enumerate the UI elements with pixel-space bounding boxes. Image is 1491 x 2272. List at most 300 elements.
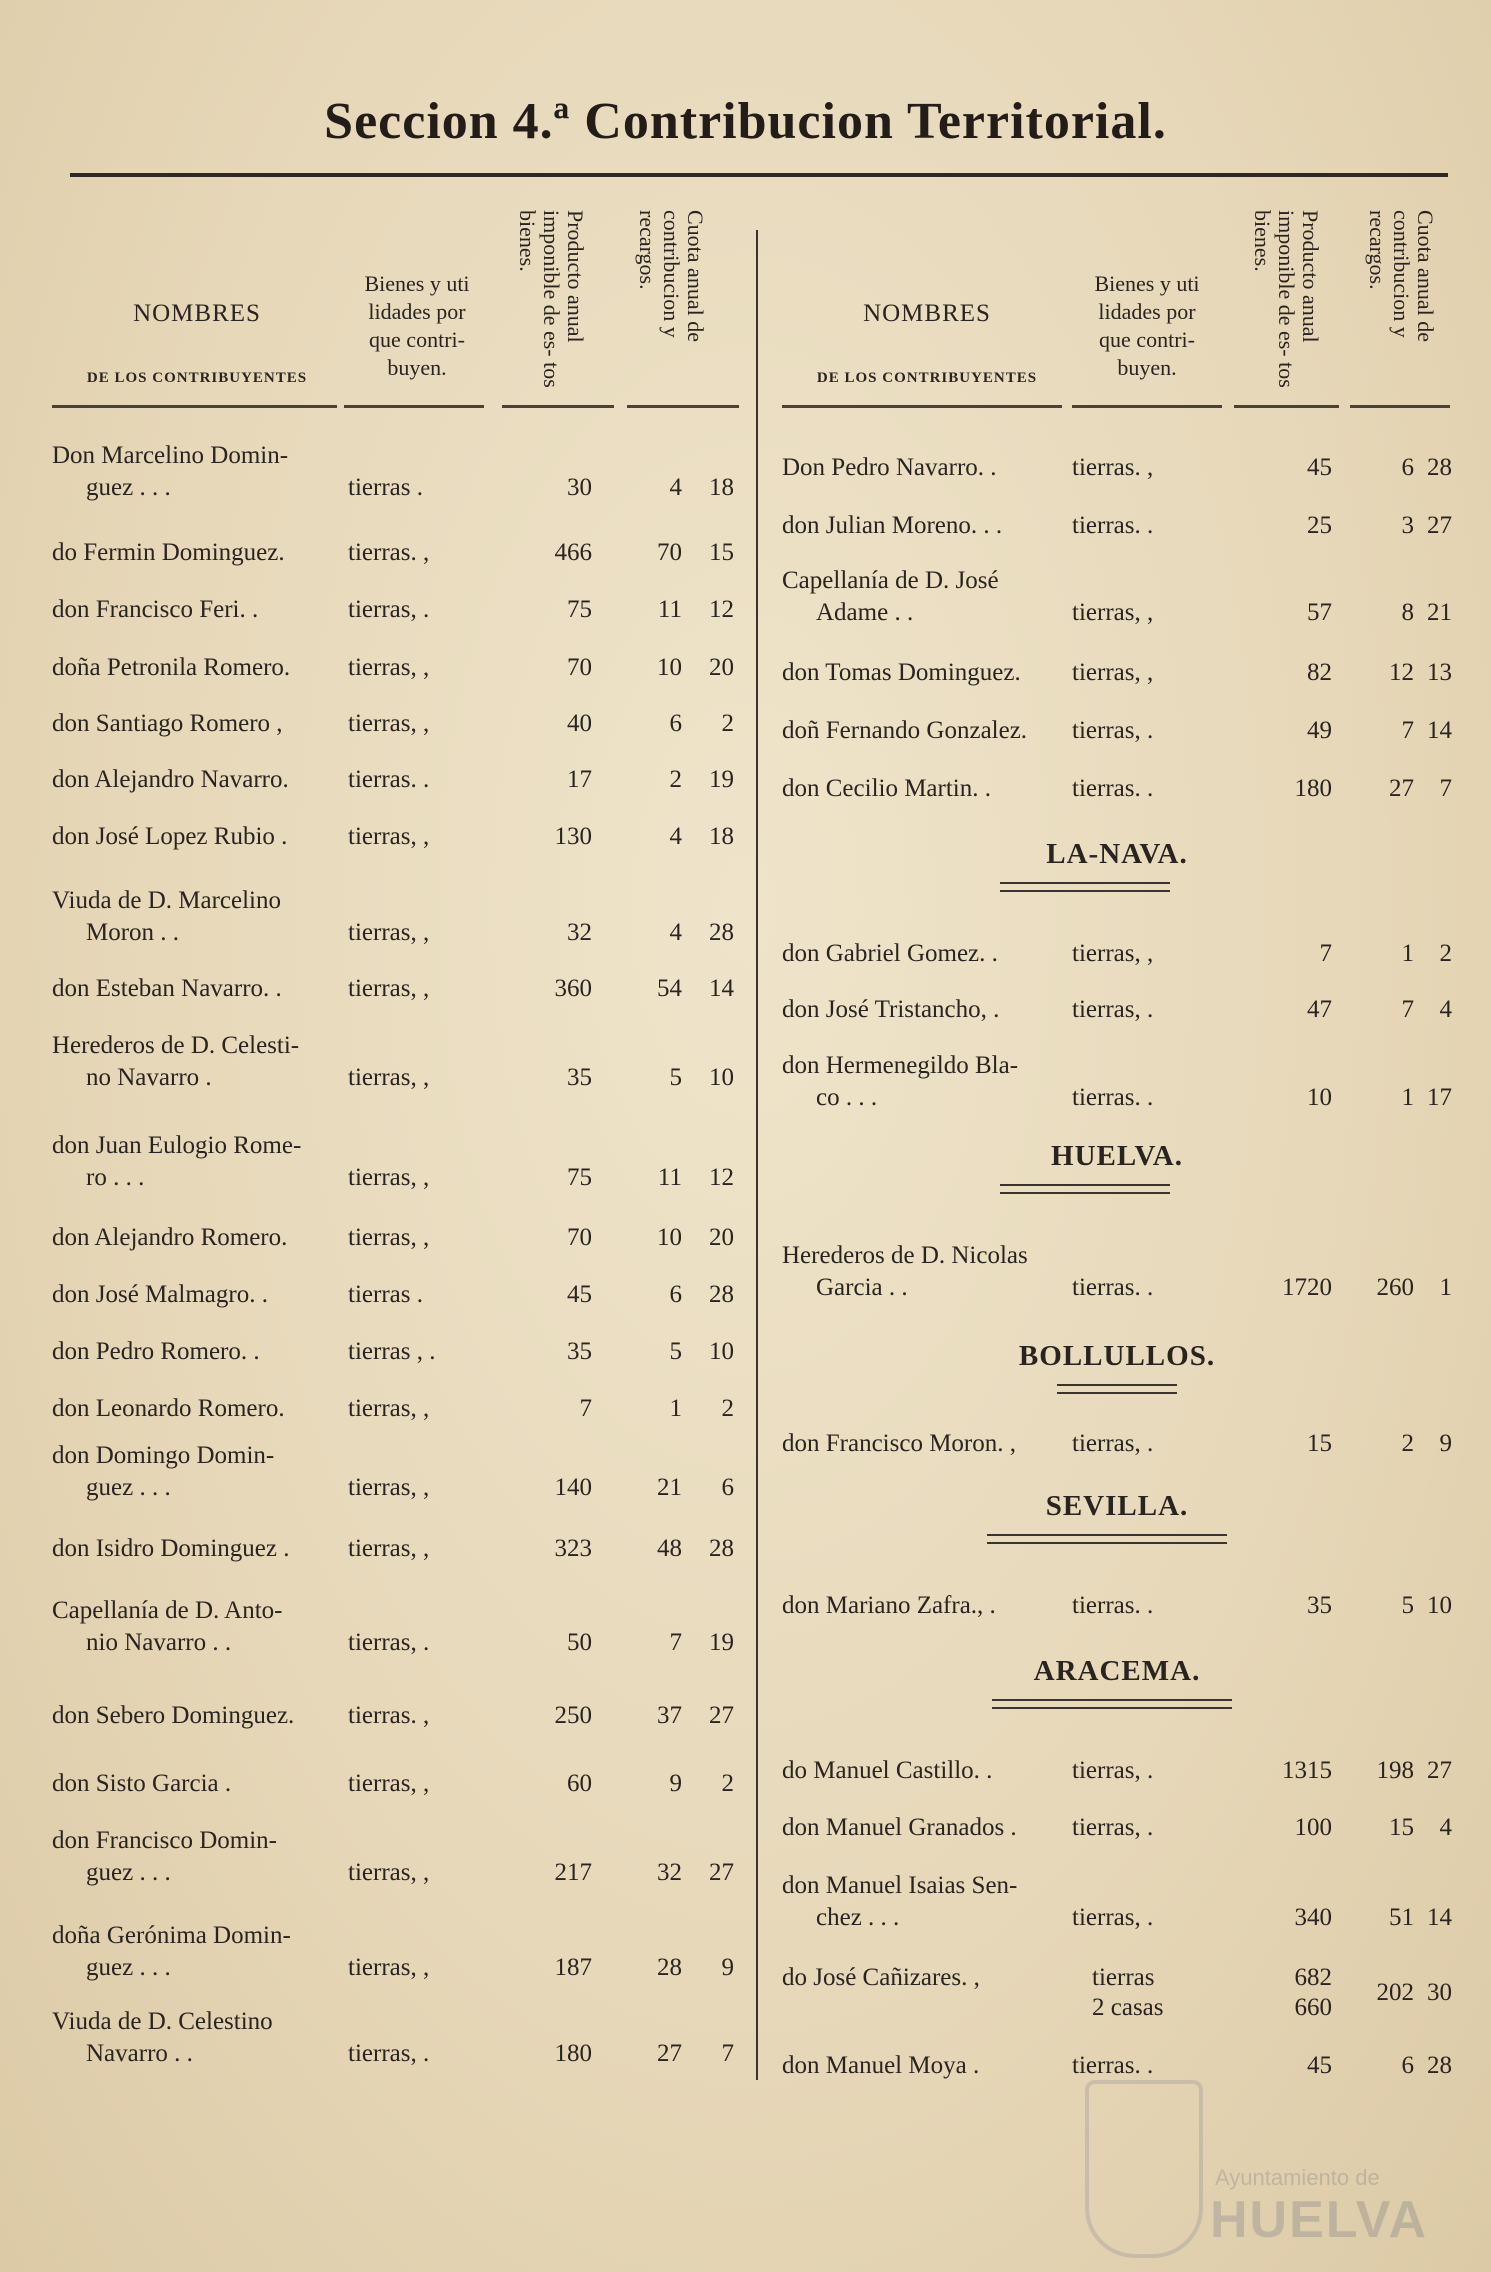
- cuota-reales-cell: 1: [1401, 940, 1414, 967]
- cuota-maravedis-cell: 28: [709, 919, 734, 946]
- table-row: [782, 715, 1452, 747]
- cuota-reales-cell: 7: [1401, 996, 1414, 1023]
- section-rule: [987, 1534, 1227, 1544]
- contributor-name: [782, 1590, 1082, 1622]
- header-underline: [782, 405, 1062, 408]
- contributor-name: [52, 1440, 342, 1504]
- contributor-name: [782, 938, 1082, 970]
- name-line: Moron . .: [86, 919, 180, 946]
- cuota-reales-cell: 4: [669, 919, 682, 946]
- cuota-reales-cell: 10: [657, 1224, 682, 1251]
- producto-cell: 50: [567, 1629, 592, 1656]
- contributor-name: [52, 1768, 342, 1800]
- contributor-name: [52, 708, 342, 740]
- name-line: chez . . .: [816, 1904, 900, 1931]
- table-row: [52, 708, 742, 740]
- cuota-maravedis-cell: 27: [709, 1702, 734, 1729]
- cuota-reales-cell: 21: [657, 1474, 682, 1501]
- name-line: don Gabriel Gomez. .: [782, 940, 998, 967]
- cuota-reales-cell: 6: [1401, 454, 1414, 481]
- cuota-reales-cell: 6: [669, 710, 682, 737]
- contributor-name: [782, 1962, 1082, 1994]
- title-rule: [70, 173, 1448, 177]
- cuota-reales-cell: 3: [1401, 512, 1414, 539]
- cuota-reales-cell: 7: [1401, 717, 1414, 744]
- cuota-reales-cell: 48: [657, 1535, 682, 1562]
- cuota-maravedis-cell: 4: [1439, 996, 1452, 1023]
- producto-cell: 323: [554, 1535, 592, 1562]
- table-row: [52, 1393, 742, 1425]
- name-line: don Pedro Romero. .: [52, 1338, 260, 1365]
- name-line: co . . .: [816, 1084, 878, 1111]
- contributor-name: [52, 652, 342, 684]
- name-line: don Manuel Granados .: [782, 1814, 1017, 1841]
- contributor-name: [52, 764, 342, 796]
- bienes-cell: tierras, .: [348, 2040, 430, 2067]
- producto-cell: 10: [1307, 1084, 1332, 1111]
- producto-cell: 25: [1307, 512, 1332, 539]
- table-row: [782, 1755, 1452, 1787]
- bienes-cell: tierras, ,: [348, 919, 430, 946]
- cuota-reales-cell: 6: [1401, 2052, 1414, 2079]
- cuota-reales-cell: 2: [1401, 1430, 1414, 1457]
- name-line: doñ Fernando Gonzalez.: [782, 717, 1028, 744]
- name-line: don Sebero Dominguez.: [52, 1702, 295, 1729]
- header-underline: [1234, 405, 1339, 408]
- name-line: no Navarro .: [86, 1064, 212, 1091]
- table-row: [52, 1700, 742, 1732]
- producto-cell: 75: [567, 596, 592, 623]
- bienes-cell: tierras, ,: [348, 1474, 430, 1501]
- section-heading: SEVILLA.: [1045, 1490, 1189, 1522]
- cuota-maravedis-cell: 7: [1439, 775, 1452, 802]
- contributor-name: [782, 1812, 1082, 1844]
- cuota-maravedis-cell: 6: [721, 1474, 734, 1501]
- contributor-name: [52, 1030, 342, 1094]
- name-line: don Cecilio Martin. .: [782, 775, 991, 802]
- producto-cell: 340: [1294, 1904, 1332, 1931]
- bienes-cell: tierras, ,: [348, 1164, 430, 1191]
- contributor-name: [52, 1920, 342, 1984]
- producto-cell: 40: [567, 710, 592, 737]
- name-line: don Domingo Domin-: [52, 1442, 275, 1469]
- cuota-maravedis-cell: 15: [709, 539, 734, 566]
- cuota-maravedis-cell: 1: [1439, 1274, 1452, 1301]
- contributor-name: [782, 1240, 1082, 1304]
- bienes-cell: tierras, ,: [348, 1224, 430, 1251]
- cuota-maravedis-cell: 14: [1427, 1904, 1452, 1931]
- bienes-cell: tierras, .: [1072, 1430, 1154, 1457]
- contributor-name: [52, 1130, 342, 1194]
- bienes-cell: tierras, .: [1072, 717, 1154, 744]
- producto-cell: 32: [567, 919, 592, 946]
- name-line: do Fermin Dominguez.: [52, 539, 285, 566]
- producto-cell: 217: [554, 1859, 592, 1886]
- cuota-maravedis-cell: 28: [709, 1281, 734, 1308]
- name-line: don Julian Moreno. . .: [782, 512, 1003, 539]
- section-rule: [992, 1699, 1232, 1709]
- cuota-reales-cell: 4: [669, 474, 682, 501]
- table-row: [52, 1130, 742, 1194]
- table-row: [782, 1962, 1452, 2026]
- table-row: [782, 657, 1452, 689]
- name-line: Capellanía de D. Anto-: [52, 1597, 283, 1624]
- bienes-cell: tierras, ,: [348, 1395, 430, 1422]
- crest-icon: [1085, 2080, 1203, 2258]
- header-bienes-line: buyen.: [387, 355, 447, 380]
- cuota-reales-cell: 12: [1389, 659, 1414, 686]
- name-line: Capellanía de D. José: [782, 567, 999, 594]
- name-line: guez . . .: [86, 474, 171, 501]
- cuota-maravedis-cell: 4: [1439, 1814, 1452, 1841]
- table-row: [52, 1336, 742, 1368]
- cuota-reales-cell: 51: [1389, 1904, 1414, 1931]
- contributor-name: [782, 1050, 1082, 1114]
- header-bienes-line: buyen.: [1117, 355, 1177, 380]
- header-contribuyentes: DE LOS CONTRIBUYENTES: [816, 370, 1038, 386]
- table-row: [52, 1030, 742, 1094]
- contributor-name: [52, 1700, 342, 1732]
- bienes-cell: tierras, .: [348, 1629, 430, 1656]
- cuota-reales-cell: 5: [669, 1064, 682, 1091]
- contributor-name: [52, 1336, 342, 1368]
- cuota-reales-cell: 28: [657, 1954, 682, 1981]
- cuota-maravedis-cell: 27: [1427, 512, 1452, 539]
- name-line: nio Navarro . .: [86, 1629, 232, 1656]
- table-row: [52, 440, 742, 504]
- table-row: [782, 1870, 1452, 1934]
- table-row: [52, 1440, 742, 1504]
- bienes-cell: tierras. .: [1072, 2052, 1154, 2079]
- name-line: Navarro . .: [86, 2040, 193, 2067]
- producto-cell: 7: [1319, 940, 1332, 967]
- table-row: [52, 1222, 742, 1254]
- table-row: [52, 537, 742, 569]
- header-producto: Producto anual imponible de es- tos bienes.: [515, 210, 588, 388]
- name-line: guez . . .: [86, 1954, 171, 1981]
- bienes-cell: tierras, ,: [348, 975, 430, 1002]
- cuota-reales-cell: 27: [657, 2040, 682, 2067]
- cuota-maravedis-cell: 14: [709, 975, 734, 1002]
- name-line: don José Tristancho, .: [782, 996, 1000, 1023]
- header-bienes-line: lidades por: [1098, 299, 1196, 324]
- bienes-cell: tierras, ,: [1072, 659, 1154, 686]
- name-line: Herederos de D. Celesti-: [52, 1032, 300, 1059]
- header-underline: [1350, 405, 1450, 408]
- header-underline: [502, 405, 614, 408]
- cuota-maravedis-cell: 18: [709, 823, 734, 850]
- cuota-maravedis-cell: 30: [1427, 1979, 1452, 2006]
- bienes-cell: tierras. ,: [1072, 454, 1154, 481]
- producto-cell: 466: [554, 539, 592, 566]
- page-title: Seccion 4.ª Contribucion Territorial.: [324, 93, 1167, 150]
- bienes-cell: tierras, .: [1072, 1814, 1154, 1841]
- cuota-reales-cell: 1: [669, 1395, 682, 1422]
- contributor-name: [782, 715, 1082, 747]
- section-heading: HUELVA.: [1051, 1140, 1183, 1172]
- table-row: [52, 973, 742, 1005]
- producto-cell: 100: [1294, 1814, 1332, 1841]
- producto-cell: 7: [579, 1395, 592, 1422]
- header-underline: [627, 405, 739, 408]
- watermark-line2: HUELVA: [1210, 2191, 1429, 2249]
- name-line: doña Petronila Romero.: [52, 654, 291, 681]
- table-row: [782, 2050, 1452, 2082]
- bienes-cell: tierras, ,: [348, 1064, 430, 1091]
- bienes-cell: tierras, ,: [348, 1535, 430, 1562]
- producto-cell: 45: [1307, 2052, 1332, 2079]
- contributor-name: [52, 1595, 342, 1659]
- cuota-maravedis-cell: 12: [709, 596, 734, 623]
- table-row: [52, 821, 742, 853]
- table-row: [52, 1768, 742, 1800]
- cuota-maravedis-cell: 10: [709, 1338, 734, 1365]
- bienes-cell: tierras, ,: [348, 654, 430, 681]
- contributor-name: [782, 1870, 1082, 1934]
- bienes-cell: tierras .: [348, 474, 423, 501]
- cuota-reales-cell: 8: [1401, 599, 1414, 626]
- producto-cell: 82: [1307, 659, 1332, 686]
- bienes-cell: tierras. .: [1072, 1592, 1154, 1619]
- header-underline: [1072, 405, 1222, 408]
- contributor-name: [52, 1222, 342, 1254]
- name-line: Herederos de D. Nicolas: [782, 1242, 1028, 1269]
- cuota-maravedis-cell: 13: [1427, 659, 1452, 686]
- table-row: [52, 1825, 742, 1889]
- contributor-name: [52, 821, 342, 853]
- cuota-maravedis-cell: 2: [721, 1395, 734, 1422]
- header-underline: [344, 405, 484, 408]
- producto-cell: 57: [1307, 599, 1332, 626]
- cuota-maravedis-cell: 19: [709, 1629, 734, 1656]
- section-heading: BOLLULLOS.: [1018, 1340, 1216, 1372]
- bienes-cell: tierras, ,: [348, 823, 430, 850]
- producto-cell: 250: [554, 1702, 592, 1729]
- contributor-name: [782, 452, 1082, 484]
- cuota-reales-cell: 198: [1376, 1757, 1414, 1784]
- bienes-cell: tierras, .: [1072, 1904, 1154, 1931]
- contributor-name: [52, 1825, 342, 1889]
- cuota-reales-cell: 15: [1389, 1814, 1414, 1841]
- cuota-maravedis-cell: 20: [709, 1224, 734, 1251]
- name-line: don Hermenegildo Bla-: [782, 1052, 1019, 1079]
- producto-cell: 49: [1307, 717, 1332, 744]
- header-nombres: NOMBRES: [133, 300, 261, 327]
- cuota-maravedis-cell: 28: [1427, 454, 1452, 481]
- section-heading: LA-NAVA.: [1046, 838, 1188, 870]
- producto-cell: 187: [554, 1954, 592, 1981]
- cuota-maravedis-cell: 9: [1439, 1430, 1452, 1457]
- table-row: [52, 594, 742, 626]
- header-bienes-line: lidades por: [368, 299, 466, 324]
- producto-cell: 15: [1307, 1430, 1332, 1457]
- producto-cell: 1315: [1282, 1757, 1332, 1784]
- municipal-watermark: [1085, 2080, 1445, 2250]
- table-row: [782, 1428, 1452, 1460]
- name-line: Don Pedro Navarro. .: [782, 454, 997, 481]
- producto-cell: 660: [1294, 1994, 1332, 2021]
- header-bienes-line: Bienes y uti: [1094, 271, 1200, 296]
- name-line: don Mariano Zafra., .: [782, 1592, 996, 1619]
- cuota-maravedis-cell: 2: [1439, 940, 1452, 967]
- header-contribuyentes: DE LOS CONTRIBUYENTES: [86, 370, 308, 386]
- name-line: don Juan Eulogio Rome-: [52, 1132, 302, 1159]
- contributor-name: [782, 994, 1082, 1026]
- header-cuota: Cuota anual de contribucion y recargos.: [635, 210, 708, 342]
- bienes-cell: tierras. ,: [348, 539, 430, 566]
- bienes-cell: tierras, ,: [348, 1859, 430, 1886]
- bienes-cell: tierras. .: [1072, 1274, 1154, 1301]
- producto-cell: 30: [567, 474, 592, 501]
- name-line: Viuda de D. Celestino: [52, 2008, 273, 2035]
- cuota-maravedis-cell: 28: [1427, 2052, 1452, 2079]
- cuota-reales-cell: 260: [1376, 1274, 1414, 1301]
- cuota-maravedis-cell: 28: [709, 1535, 734, 1562]
- table-row: [52, 1920, 742, 1984]
- header-underline: [52, 405, 337, 408]
- table-row: [52, 1279, 742, 1311]
- cuota-maravedis-cell: 17: [1427, 1084, 1452, 1111]
- bienes-cell: tierras, .: [1072, 1757, 1154, 1784]
- name-line: don Francisco Domin-: [52, 1827, 277, 1854]
- name-line: don Francisco Feri. .: [52, 596, 259, 623]
- name-line: doña Gerónima Domin-: [52, 1922, 291, 1949]
- name-line: don Leonardo Romero.: [52, 1395, 285, 1422]
- name-line: do Manuel Castillo. .: [782, 1757, 993, 1784]
- bienes-cell: tierras, .: [1072, 996, 1154, 1023]
- bienes-cell: tierras. .: [348, 766, 430, 793]
- cuota-reales-cell: 202: [1376, 1979, 1414, 2006]
- section-rule: [1000, 882, 1170, 892]
- contributor-name: [782, 773, 1082, 805]
- cuota-reales-cell: 5: [669, 1338, 682, 1365]
- name-line: Don Marcelino Domin-: [52, 442, 289, 469]
- cuota-maravedis-cell: 18: [709, 474, 734, 501]
- header-bienes-line: que contri-: [369, 327, 465, 352]
- bienes-cell: tierras, ,: [348, 1954, 430, 1981]
- producto-cell: 35: [1307, 1592, 1332, 1619]
- bienes-cell: 2 casas: [1092, 1994, 1164, 2021]
- producto-cell: 47: [1307, 996, 1332, 1023]
- header-nombres: NOMBRES: [863, 300, 991, 327]
- contributor-name: [52, 1393, 342, 1425]
- right-table-header: [782, 210, 1452, 415]
- cuota-reales-cell: 37: [657, 1702, 682, 1729]
- watermark-line1: Ayuntamiento de: [1215, 2165, 1380, 2190]
- contributor-name: [52, 973, 342, 1005]
- producto-cell: 35: [567, 1338, 592, 1365]
- contributor-name: [782, 2050, 1082, 2082]
- bienes-cell: tierras. .: [1072, 1084, 1154, 1111]
- cuota-reales-cell: 11: [657, 596, 682, 623]
- cuota-reales-cell: 70: [657, 539, 682, 566]
- cuota-maravedis-cell: 27: [709, 1859, 734, 1886]
- name-line: don Esteban Navarro. .: [52, 975, 282, 1002]
- cuota-reales-cell: 10: [657, 654, 682, 681]
- bienes-cell: tierras , .: [348, 1338, 436, 1365]
- header-producto: Producto anual imponible de es- tos bienes.: [1250, 210, 1323, 388]
- cuota-maravedis-cell: 14: [1427, 717, 1452, 744]
- contributor-name: [782, 1755, 1082, 1787]
- name-line: don José Lopez Rubio .: [52, 823, 288, 850]
- producto-cell: 140: [554, 1474, 592, 1501]
- cuota-reales-cell: 32: [657, 1859, 682, 1886]
- cuota-maravedis-cell: 7: [721, 2040, 734, 2067]
- producto-cell: 75: [567, 1164, 592, 1191]
- section-rule: [1000, 1184, 1170, 1194]
- cuota-reales-cell: 6: [669, 1281, 682, 1308]
- table-row: [782, 1240, 1452, 1304]
- contributor-name: [782, 510, 1082, 542]
- table-row: [52, 1533, 742, 1565]
- table-row: [782, 938, 1452, 970]
- contributor-name: [782, 565, 1082, 629]
- producto-cell: 45: [567, 1281, 592, 1308]
- cuota-reales-cell: 9: [669, 1770, 682, 1797]
- table-row: [782, 565, 1452, 629]
- cuota-maravedis-cell: 10: [1427, 1592, 1452, 1619]
- contributor-name: [52, 594, 342, 626]
- producto-cell: 70: [567, 654, 592, 681]
- bienes-cell: tierras, ,: [348, 710, 430, 737]
- bienes-cell: tierras. .: [1072, 775, 1154, 802]
- cuota-reales-cell: 1: [1401, 1084, 1414, 1111]
- cuota-maravedis-cell: 9: [721, 1954, 734, 1981]
- cuota-maravedis-cell: 2: [721, 1770, 734, 1797]
- name-line: don José Malmagro. .: [52, 1281, 268, 1308]
- cuota-reales-cell: 11: [657, 1164, 682, 1191]
- contributor-name: [52, 885, 342, 949]
- bienes-cell: tierras. .: [1072, 512, 1154, 539]
- contributor-name: [52, 1533, 342, 1565]
- name-line: don Alejandro Navarro.: [52, 766, 289, 793]
- producto-cell: 70: [567, 1224, 592, 1251]
- table-row: [782, 452, 1452, 484]
- table-row: [782, 510, 1452, 542]
- name-line: don Tomas Dominguez.: [782, 659, 1021, 686]
- cuota-reales-cell: 2: [669, 766, 682, 793]
- name-line: don Manuel Isaias Sen-: [782, 1872, 1018, 1899]
- bienes-cell: tierras .: [348, 1281, 423, 1308]
- cuota-reales-cell: 4: [669, 823, 682, 850]
- name-line: Garcia . .: [816, 1274, 908, 1301]
- name-line: do José Cañizares. ,: [782, 1964, 980, 1991]
- section-rule: [1057, 1384, 1177, 1394]
- table-row: [782, 994, 1452, 1026]
- cuota-maravedis-cell: 27: [1427, 1757, 1452, 1784]
- bienes-cell: tierras, .: [348, 596, 430, 623]
- cuota-maravedis-cell: 21: [1427, 599, 1452, 626]
- name-line: Adame . .: [816, 599, 914, 626]
- section-heading: ARACEMA.: [1033, 1655, 1201, 1687]
- cuota-maravedis-cell: 2: [721, 710, 734, 737]
- table-row: [52, 1595, 742, 1659]
- producto-cell: 60: [567, 1770, 592, 1797]
- producto-cell: 180: [554, 2040, 592, 2067]
- left-table-header: [52, 210, 742, 415]
- contributor-name: [52, 1279, 342, 1311]
- table-row: [782, 1590, 1452, 1622]
- name-line: guez . . .: [86, 1859, 171, 1886]
- table-row: [782, 1050, 1452, 1114]
- bienes-cell: tierras. ,: [348, 1702, 430, 1729]
- contributor-name: [782, 657, 1082, 689]
- bienes-cell: tierras, ,: [1072, 599, 1154, 626]
- contributor-name: [782, 1428, 1082, 1460]
- name-line: don Sisto Garcia .: [52, 1770, 232, 1797]
- header-bienes-line: Bienes y uti: [364, 271, 470, 296]
- contributor-name: [52, 440, 342, 504]
